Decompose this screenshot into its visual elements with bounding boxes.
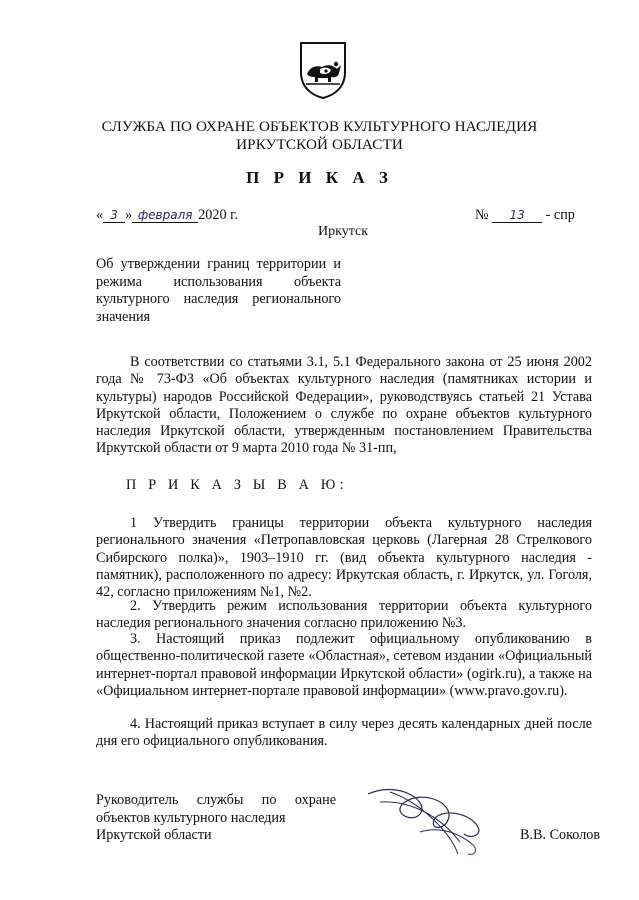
signatory-position-line2: Иркутской области — [96, 827, 212, 843]
date-open-quote: « — [96, 207, 104, 223]
order-item-1: 1 Утвердить границы территории объекта культурного наследия регионального значения «Петропавловская церковь (Лагерная 28 Стрелкового Сибирского полка)», 1903–1910 гг. (вид объекта культурного наследия - памятник), расположенного по адресу: Иркутская область, г. Иркутск, ул. Гоголя, 42, согласно приложениям №1, №2. — [96, 515, 592, 601]
document-type-title: П Р И К А З — [246, 168, 393, 187]
order-item-3: 3. Настоящий приказ подлежит официальному опубликованию в общественно-политической газете «Областная», сетевом издании «Официальный интернет-портал правовой информации Иркутской области» (ogirk.ru), а также на «Официальном интернет-портале правовой информации» (www.pravo.gov.ru). — [96, 631, 592, 699]
order-item-4: 4. Настоящий приказ вступает в силу через десять календарных дней после дня его официального опубликования. — [96, 716, 592, 750]
number-prefix: № — [475, 207, 489, 223]
number-suffix: - спр — [545, 207, 575, 223]
signatory-position — [96, 792, 336, 845]
order-heading: П Р И К А З Ы В А Ю: — [126, 477, 348, 493]
agency-name-line2: ИРКУТСКОЙ ОБЛАСТИ — [236, 136, 403, 153]
date-month-handwritten: февраля — [132, 208, 198, 223]
signatory-name: В.В. Соколов — [520, 827, 601, 843]
signatory-position-line1: Руководитель службы по охране объектов культурного наследия — [96, 792, 336, 826]
number-value-handwritten: 13 — [492, 208, 542, 223]
order-item-2: 2. Утвердить режим использования территории объекта культурного наследия регионального значения согласно приложению №3. — [96, 598, 592, 632]
agency-name-line1: СЛУЖБА ПО ОХРАНЕ ОБЪЕКТОВ КУЛЬТУРНОГО НАСЛЕДИЯ — [101, 118, 538, 135]
irkutsk-coat-of-arms-icon — [298, 40, 348, 100]
date-year: 2020 г. — [198, 207, 238, 223]
date-close-quote: » — [125, 207, 133, 223]
date-day-handwritten: 3 — [103, 208, 125, 223]
preamble-paragraph: В соответствии со статьями 3.1, 5.1 Федерального закона от 25 июня 2002 года № 73-ФЗ «Об объектах культурного наследия (памятниках истории и культуры) народов Российской Федерации», руководствуясь статьей 21 Устава Иркутской области, Положением о службе по охране объектов культурного наследия Иркутской области, утвержденным постановлением Правительства Иркутской области от 9 марта 2010 года № 31-пп, — [96, 354, 592, 457]
handwritten-signature — [360, 772, 510, 862]
document-number — [475, 207, 575, 224]
document-city: Иркутск — [318, 224, 369, 239]
document-date — [96, 207, 238, 224]
document-subject: Об утверждении границ территории и режима использования объекта культурного наследия регионального значения — [96, 256, 341, 325]
